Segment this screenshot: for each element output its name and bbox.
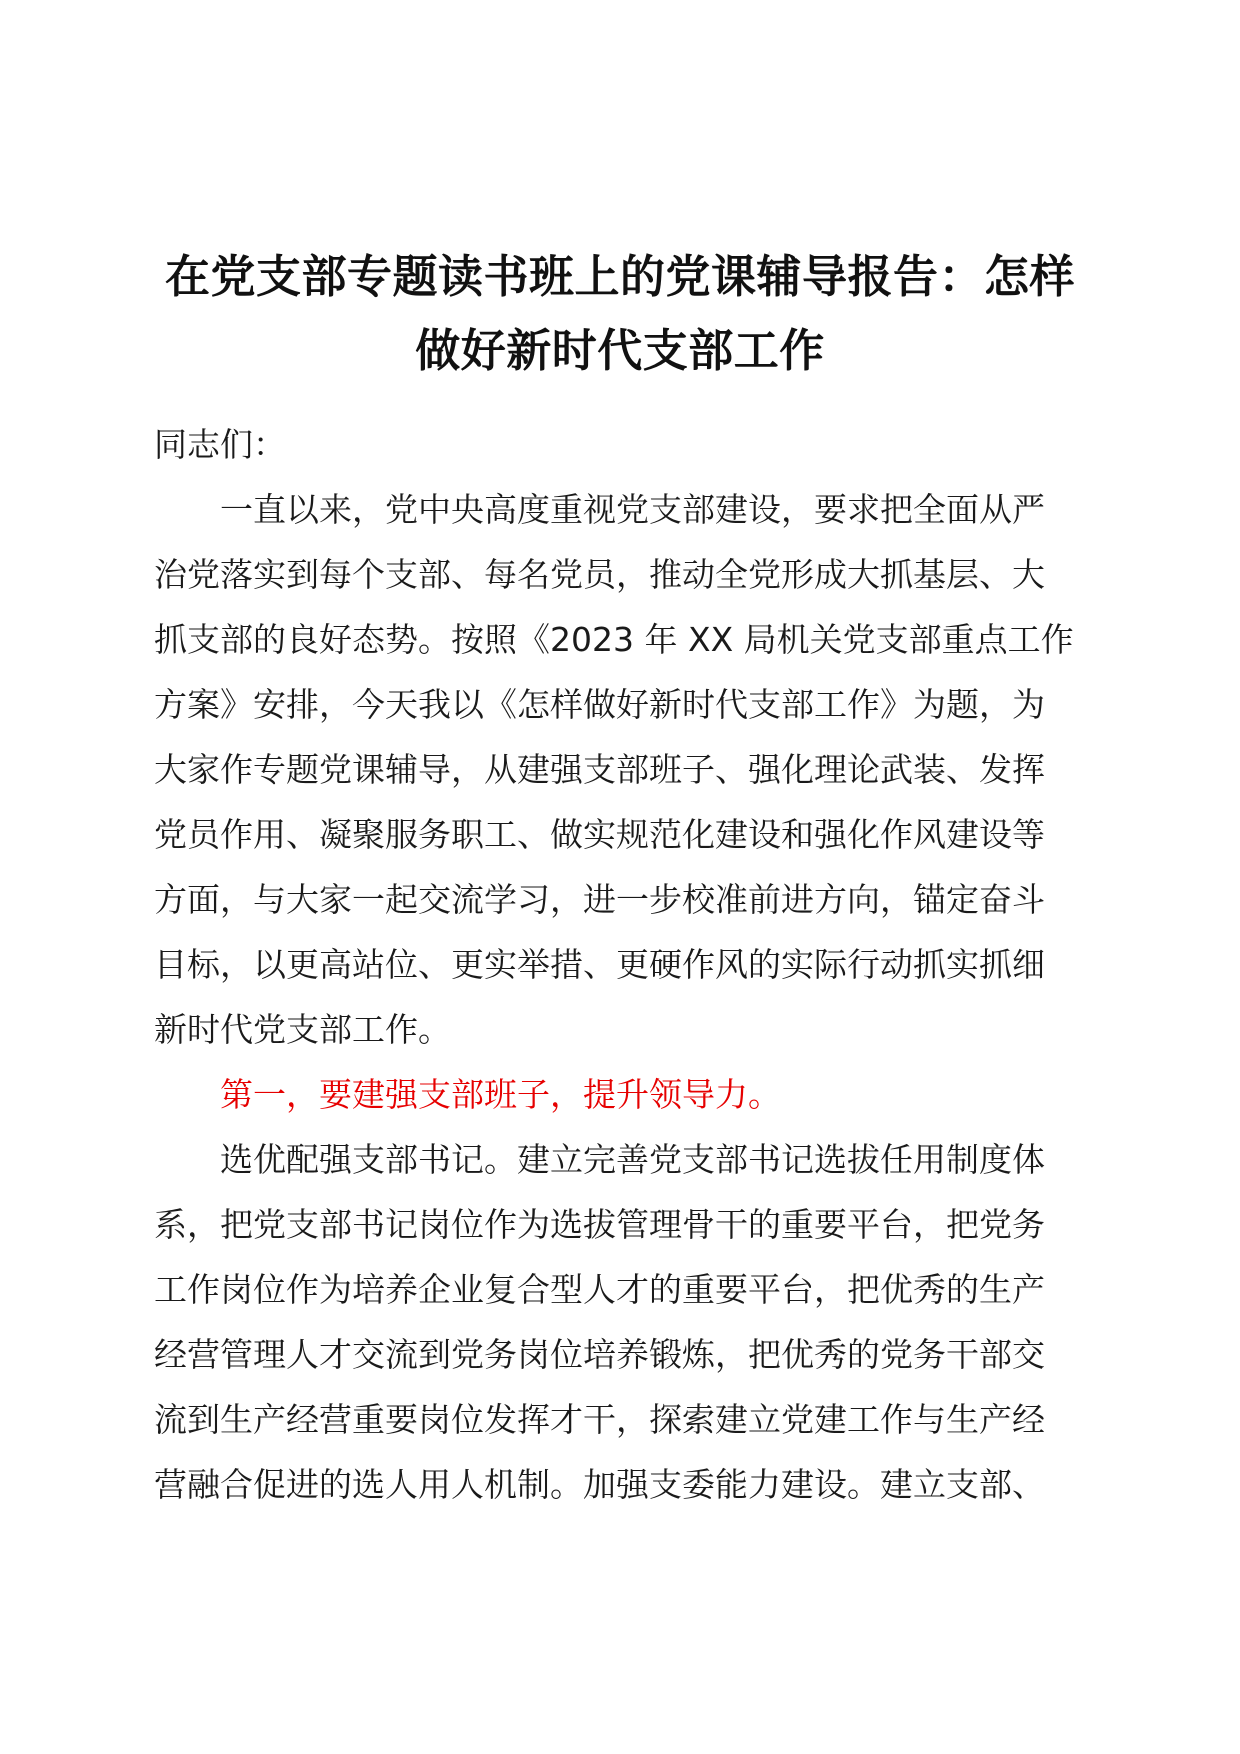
paragraph-line: 大家作专题党课辅导，从建强支部班子、强化理论武装、发挥 bbox=[154, 750, 1045, 789]
paragraph-line: 方案》安排，今天我以《怎样做好新时代支部工作》为题，为 bbox=[154, 685, 1045, 724]
paragraph-line: 选优配强支部书记。建立完善党支部书记选拔任用制度体 bbox=[220, 1140, 1045, 1179]
paragraph-line: 一直以来，党中央高度重视党支部建设，要求把全面从严 bbox=[220, 490, 1045, 529]
title-line-1: 在党支部专题读书班上的党课辅导报告：怎样 bbox=[164, 250, 1075, 303]
paragraph-line: 工作岗位作为培养企业复合型人才的重要平台，把优秀的生产 bbox=[154, 1270, 1045, 1309]
document-title bbox=[140, 240, 1100, 388]
paragraph-section-1 bbox=[154, 1127, 1090, 1517]
paragraph-line: 治党落实到每个支部、每名党员，推动全党形成大抓基层、大 bbox=[154, 555, 1045, 594]
paragraph-line: 目标，以更高站位、更实举措、更硬作风的实际行动抓实抓细 bbox=[154, 945, 1045, 984]
section-heading-1: 第一，要建强支部班子，提升领导力。 bbox=[220, 1075, 781, 1114]
paragraph-line: 流到生产经营重要岗位发挥才干，探索建立党建工作与生产经 bbox=[154, 1400, 1045, 1439]
title-line-2: 做好新时代支部工作 bbox=[415, 324, 825, 377]
paragraph-line: 营融合促进的选人用人机制。加强支委能力建设。建立支部、 bbox=[154, 1465, 1045, 1504]
paragraph-line: 党员作用、凝聚服务职工、做实规范化建设和强化作风建设等 bbox=[154, 815, 1045, 854]
paragraph-line: 经营管理人才交流到党务岗位培养锻炼，把优秀的党务干部交 bbox=[154, 1335, 1045, 1374]
paragraph-line: 系，把党支部书记岗位作为选拔管理骨干的重要平台，把党务 bbox=[154, 1205, 1045, 1244]
document-body bbox=[154, 412, 1090, 1517]
paragraph-line: 方面，与大家一起交流学习，进一步校准前进方向，锚定奋斗 bbox=[154, 880, 1045, 919]
paragraph-line: 抓支部的良好态势。按照《2023 年 XX 局机关党支部重点工作 bbox=[154, 620, 1074, 659]
greeting: 同志们： bbox=[154, 425, 286, 464]
paragraph-intro bbox=[154, 477, 1090, 1062]
paragraph-line: 新时代党支部工作。 bbox=[154, 1010, 451, 1049]
